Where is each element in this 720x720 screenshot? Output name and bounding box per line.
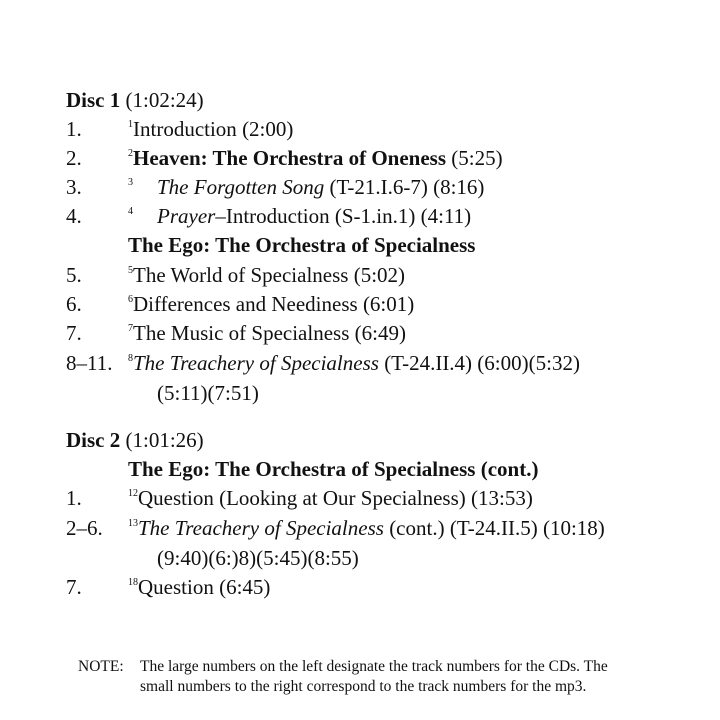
mp3-track-number: 3: [128, 177, 133, 188]
cd-track-number: 2.: [66, 146, 82, 170]
cd-track-number: 7.: [66, 575, 82, 599]
mp3-track-number: 12: [128, 488, 138, 499]
track-title: Question: [138, 575, 214, 599]
track-duration: (6:45): [213, 575, 271, 599]
cd-track-number: 1.: [66, 117, 82, 141]
mp3-track-number: 7: [128, 323, 133, 334]
disc1-duration: (1:02:24): [125, 88, 204, 112]
track-duration: (2:00): [236, 117, 294, 141]
track-title: Question (Looking at Our Specialness): [138, 486, 466, 510]
mp3-track-number: 13: [128, 518, 138, 529]
cd-track-number: 6.: [66, 292, 82, 316]
track-duration: (6:01): [357, 292, 415, 316]
track-title: The Music of Specialness: [133, 321, 350, 345]
track-duration-continued: (5:11)(7:51): [157, 381, 259, 405]
cd-track-number: 7.: [66, 321, 82, 345]
mp3-track-number: 6: [128, 294, 133, 305]
section-title: The Ego: The Orchestra of Specialness (cont.): [128, 457, 539, 481]
track-title: The Treachery of Specialness: [138, 516, 384, 540]
track-duration: –Introduction (S-1.in.1) (4:11): [215, 204, 472, 228]
cd-track-number: 4.: [66, 204, 82, 228]
track-title: The Treachery of Specialness: [133, 351, 379, 375]
disc2-duration: (1:01:26): [125, 428, 204, 452]
disc2-label: Disc 2: [66, 428, 121, 452]
note-text-2: small numbers to the right correspond to the track numbers for the mp3.: [140, 678, 587, 695]
cd-track-number: 8–11.: [66, 351, 113, 375]
disc1-label: Disc 1: [66, 88, 121, 112]
track-title: Prayer: [157, 204, 216, 228]
track-duration: (6:49): [349, 321, 406, 345]
mp3-track-number: 1: [128, 119, 133, 130]
note-text-1: The large numbers on the left designate the track numbers for the CDs. The: [140, 658, 608, 675]
section-title: The Ego: The Orchestra of Specialness: [128, 233, 476, 257]
cd-track-number: 1.: [66, 486, 82, 510]
mp3-track-number: 8: [128, 353, 133, 364]
track-title: Introduction: [133, 117, 237, 141]
cd-track-number: 3.: [66, 175, 82, 199]
cd-track-number: 5.: [66, 263, 82, 287]
note-label: NOTE:: [78, 658, 124, 675]
track-title: The Forgotten Song: [157, 175, 325, 199]
track-duration: (13:53): [465, 486, 533, 510]
mp3-track-number: 4: [128, 206, 133, 217]
track-title: Heaven: The Orchestra of Oneness: [133, 146, 447, 170]
track-duration: (5:02): [348, 263, 406, 287]
mp3-track-number: 2: [128, 148, 133, 159]
note-line-1: [78, 657, 608, 677]
cd-track-number: 2–6.: [66, 516, 103, 540]
track-title: The World of Specialness: [133, 263, 349, 287]
track-duration-continued: (9:40)(6:)8)(5:45)(8:55): [157, 546, 359, 570]
track-duration: (5:25): [446, 146, 503, 170]
track-title: Differences and Neediness: [133, 292, 358, 316]
mp3-track-number: 18: [128, 577, 138, 588]
track-duration: (cont.) (T-24.II.5) (10:18): [383, 516, 605, 540]
mp3-track-number: 5: [128, 265, 133, 276]
track-duration: (T-21.I.6-7) (8:16): [324, 175, 485, 199]
track-duration: (T-24.II.4) (6:00)(5:32): [378, 351, 580, 375]
